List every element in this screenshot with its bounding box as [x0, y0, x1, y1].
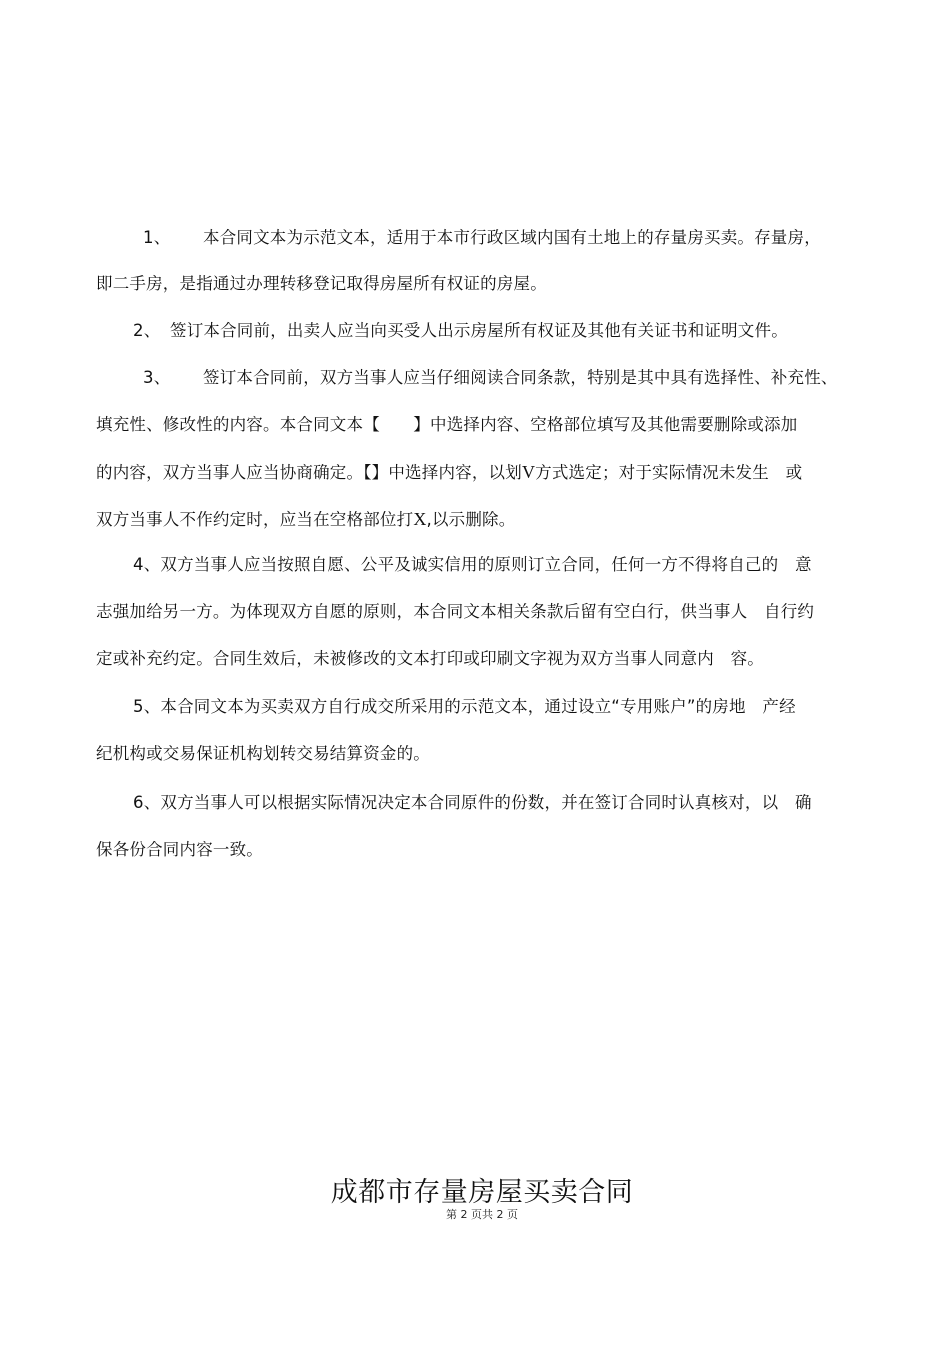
- clause-4-line-1: 4、双方当事人应当按照自愿、公平及诚实信用的原则订立合同，任何一方不得将自己的 意: [133, 555, 812, 574]
- clause-1-number: [143, 227, 170, 249]
- clause-1-line-1: 本合同文本为示范文本，适用于本市行政区域内国有土地上的存量房买卖。存量房，: [203, 228, 821, 247]
- clause-4-line-3: 定或补充约定。合同生效后，未被修改的文本打印或印刷文字视为双方当事人同意内 容。: [96, 649, 764, 668]
- clause-3-line-4-part-c: ,以示删除。: [426, 510, 516, 529]
- clause-5-line-1: 5、本合同文本为买卖双方自行成交所采用的示范文本，通过设立“专用账户”的房地 产经: [133, 697, 796, 716]
- clause-5-line-2: 纪机构或交易保证机构划转交易结算资金的。: [96, 744, 430, 763]
- clause-6-line-2: 保各份合同内容一致。: [96, 840, 263, 859]
- clause-6-line-1: 6、双方当事人可以根据实际情况决定本合同原件的份数，并在签订合同时认真核对，以 确: [133, 793, 812, 812]
- clause-2-line-1: 签订本合同前，出卖人应当向买受人出示房屋所有权证及其他有关证书和证明文件。: [170, 321, 788, 340]
- clause-3-line-1: 签订本合同前，双方当事人应当仔细阅读合同条款，特别是其中具有选择性、补充性、: [203, 368, 838, 387]
- clause-2-number: 2、: [133, 321, 161, 340]
- clause-3-line-3-part-a: 的内容，双方当事人应当协商确定。【】中选择内容，以划: [96, 463, 522, 482]
- clause-1-number-text: 1、: [143, 228, 171, 247]
- clause-3-number: 3、: [143, 368, 171, 387]
- clause-3-line-2: 填充性、修改性的内容。本合同文本【 】中选择内容、空格部位填写及其他需要删除或添加: [96, 415, 798, 434]
- clause-3-line-3: [96, 461, 802, 484]
- clause-4-line-2: 志强加给另一方。为体现双方自愿的原则，本合同文本相关条款后留有空白行，供当事人 自行约: [96, 602, 815, 621]
- clause-3-line-3-part-c: 方式选定；对于实际情况未发生 或: [535, 463, 803, 482]
- clause-3-line-4-part-a: 双方当事人不作约定时，应当在空格部位打: [96, 510, 414, 529]
- clause-3-line-4-mark-x: X: [413, 509, 427, 529]
- clause-3-line-4: [96, 508, 515, 531]
- page-number: 第 2 页共 2 页: [446, 1208, 518, 1221]
- clause-1-line-2: 即二手房，是指通过办理转移登记取得房屋所有权证的房屋。: [96, 274, 547, 293]
- footer-title: 成都市存量房屋买卖合同: [330, 1177, 634, 1208]
- clause-3-line-3-mark-v: V: [521, 462, 536, 482]
